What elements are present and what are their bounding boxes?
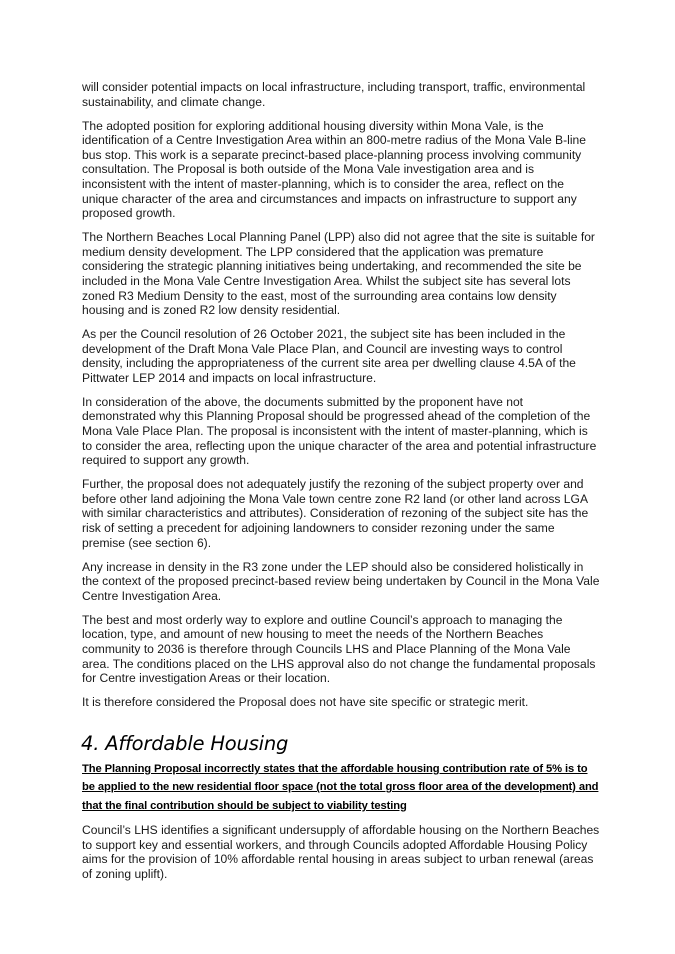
document-page — [82, 80, 600, 891]
section-subheading: The Planning Proposal incorrectly states that the affordable housing contribution rate of 5% is to be applied to the new residential floor space (not the total gross floor area of the development) and that the final contribution should be subject to viability testing — [82, 762, 599, 812]
paragraph-centre-investigation-area: The adopted position for exploring additional housing diversity within Mona Vale, is the identification of a Centre Investigation Area within an 800-metre radius of the Mona Vale B-line bus stop. This work is a separate precinct-based place-planning process involving community consultation. The Proposal is both outside of the Mona Vale investigation area and is inconsistent with the intent of master-planning, which is to consider the area, reflect on the unique character of the area and circumstances and impacts on infrastructure to support any proposed growth. — [82, 118, 586, 221]
paragraph-r3-density: Any increase in density in the R3 zone under the LEP should also be considered holistically in the context of the proposed precinct-based review being undertaken by Council in the Mona Vale Centre Investigation Area. — [82, 559, 600, 603]
paragraph-local-planning-panel: The Northern Beaches Local Planning Panel (LPP) also did not agree that the site is suitable for medium density development. The LPP considered that the application was premature considering the strategic planning initiatives being undertaking, and recommended the site be included in the Mona Vale Centre Investigation Area. Whilst the subject site has several lots zoned R3 Medium Density to the east, most of the surrounding area contains low density housing and is zoned R2 low density residential. — [82, 230, 595, 318]
paragraph-affordable-housing: Council’s LHS identifies a significant undersupply of affordable housing on the Northern Beaches to support key and essential workers, and through Councils adopted Affordable Housing Policy aims for the provision of 10% affordable rental housing in areas subject to urban renewal (areas of zoning uplift). — [82, 823, 600, 881]
paragraph-orderly-approach: The best and most orderly way to explore and outline Council’s approach to managing the location, type, and amount of new housing to meet the needs of the Northern Beaches community to 2036 is therefore through Councils LHS and Place Planning of the Mona Vale area. The conditions placed on the LHS approval also do not change the fundamental proposals for Centre investigation Areas or their location. — [82, 612, 596, 686]
paragraph-consideration: In consideration of the above, the documents submitted by the proponent have not demonstrated why this Planning Proposal should be progressed ahead of the completion of the Mona Vale Place Plan. The proposal is inconsistent with the intent of master-planning, which is to consider the area, reflecting upon the unique character of the area and potential infrastructure required to support any growth. — [82, 394, 597, 468]
paragraph-rezoning-justification: Further, the proposal does not adequately justify the rezoning of the subject property over and before other land adjoining the Mona Vale town centre zone R2 land (or other land across LGA with similar characteristics and attributes). Consideration of rezoning of the subject site has the risk of setting a precedent for adjoining landowners to consider rezoning under the same premise (see section 6). — [82, 477, 589, 550]
paragraph-council-resolution: As per the Council resolution of 26 October 2021, the subject site has been included in the development of the Draft Mona Vale Place Plan, and Council are investing ways to control density, including the appropriateness of the current site area per dwelling clause 4.5A of the Pittwater LEP 2014 and impacts on local infrastructure. — [82, 327, 576, 385]
paragraph-infrastructure: will consider potential impacts on local infrastructure, including transport, traffic, environmental sustainability, and climate change. — [82, 80, 586, 109]
section-heading-affordable-housing: 4. Affordable Housing — [81, 731, 289, 755]
paragraph-conclusion: It is therefore considered the Proposal does not have site specific or strategic merit. — [82, 695, 529, 710]
